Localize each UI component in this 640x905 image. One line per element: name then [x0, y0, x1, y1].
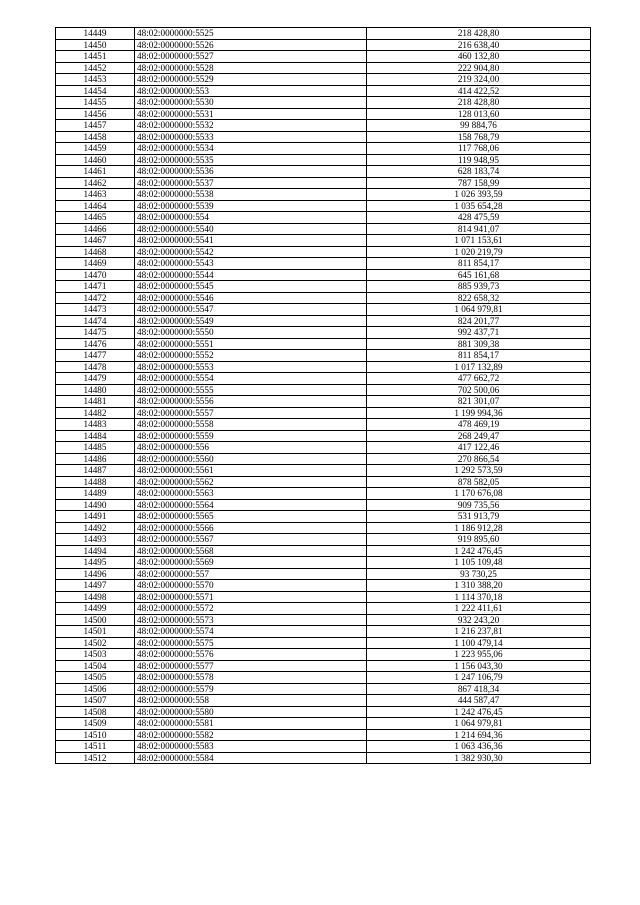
- row-number-cell: 14490: [56, 499, 135, 511]
- cadastral-value-cell: 417 122,46: [367, 442, 591, 454]
- row-number-cell: 14512: [56, 752, 135, 764]
- cadastral-number-cell: 48:02:0000000:5581: [135, 718, 367, 730]
- cadastral-number-cell: 48:02:0000000:5583: [135, 741, 367, 753]
- table-row: [56, 338, 591, 350]
- cadastral-value-cell: 1 310 388,20: [367, 580, 591, 592]
- row-number-cell: 14477: [56, 350, 135, 362]
- row-number-cell: 14449: [56, 28, 135, 40]
- cadastral-value-cell: 1 199 994,36: [367, 407, 591, 419]
- cadastral-number-cell: 48:02:0000000:5543: [135, 258, 367, 270]
- cadastral-number-cell: 48:02:0000000:5546: [135, 292, 367, 304]
- cadastral-value-cell: 1 214 694,36: [367, 729, 591, 741]
- cadastral-number-cell: 48:02:0000000:5552: [135, 350, 367, 362]
- table-row: [56, 637, 591, 649]
- row-number-cell: 14479: [56, 373, 135, 385]
- cadastral-number-cell: 48:02:0000000:5573: [135, 614, 367, 626]
- cadastral-value-cell: 1 105 109,48: [367, 557, 591, 569]
- cadastral-number-cell: 48:02:0000000:5550: [135, 327, 367, 339]
- row-number-cell: 14508: [56, 706, 135, 718]
- table-row: [56, 442, 591, 454]
- cadastral-value-cell: 811 854,17: [367, 350, 591, 362]
- row-number-cell: 14478: [56, 361, 135, 373]
- cadastral-number-cell: 48:02:0000000:557: [135, 568, 367, 580]
- table-row: [56, 603, 591, 615]
- table-row: [56, 683, 591, 695]
- cadastral-number-cell: 48:02:0000000:5529: [135, 74, 367, 86]
- cadastral-value-cell: 1 114 370,18: [367, 591, 591, 603]
- table-row: [56, 108, 591, 120]
- row-number-cell: 14475: [56, 327, 135, 339]
- row-number-cell: 14497: [56, 580, 135, 592]
- cadastral-number-cell: 48:02:0000000:5547: [135, 304, 367, 316]
- cadastral-number-cell: 48:02:0000000:5562: [135, 476, 367, 488]
- cadastral-value-cell: 628 183,74: [367, 166, 591, 178]
- row-number-cell: 14480: [56, 384, 135, 396]
- cadastral-number-cell: 48:02:0000000:5584: [135, 752, 367, 764]
- table-row: [56, 315, 591, 327]
- cadastral-value-cell: 478 469,19: [367, 419, 591, 431]
- cadastral-value-cell: 93 730,25: [367, 568, 591, 580]
- row-number-cell: 14492: [56, 522, 135, 534]
- cadastral-number-cell: 48:02:0000000:5539: [135, 200, 367, 212]
- row-number-cell: 14471: [56, 281, 135, 293]
- cadastral-number-cell: 48:02:0000000:5535: [135, 154, 367, 166]
- row-number-cell: 14483: [56, 419, 135, 431]
- cadastral-value-cell: 1 063 436,36: [367, 741, 591, 753]
- row-number-cell: 14494: [56, 545, 135, 557]
- cadastral-value-cell: 822 658,32: [367, 292, 591, 304]
- table-row: [56, 258, 591, 270]
- table-row: [56, 384, 591, 396]
- row-number-cell: 14454: [56, 85, 135, 97]
- cadastral-value-cell: 881 309,38: [367, 338, 591, 350]
- cadastral-number-cell: 48:02:0000000:5526: [135, 39, 367, 51]
- cadastral-value-cell: 867 418,34: [367, 683, 591, 695]
- cadastral-value-cell: 1 292 573,59: [367, 465, 591, 477]
- table-row: [56, 718, 591, 730]
- cadastral-value-cell: 811 854,17: [367, 258, 591, 270]
- cadastral-value-cell: 824 201,77: [367, 315, 591, 327]
- cadastral-value-cell: 1 100 479,14: [367, 637, 591, 649]
- cadastral-number-cell: 48:02:0000000:5531: [135, 108, 367, 120]
- table-row: [56, 614, 591, 626]
- table-row: [56, 62, 591, 74]
- cadastral-value-cell: 1 216 237,81: [367, 626, 591, 638]
- cadastral-number-cell: 48:02:0000000:5567: [135, 534, 367, 546]
- cadastral-value-cell: 222 904,80: [367, 62, 591, 74]
- table-row: [56, 407, 591, 419]
- cadastral-number-cell: 48:02:0000000:5554: [135, 373, 367, 385]
- cadastral-value-cell: 885 939,73: [367, 281, 591, 293]
- table-row: [56, 143, 591, 155]
- cadastral-value-cell: 787 158,99: [367, 177, 591, 189]
- row-number-cell: 14460: [56, 154, 135, 166]
- cadastral-value-cell: 814 941,07: [367, 223, 591, 235]
- row-number-cell: 14468: [56, 246, 135, 258]
- cadastral-value-cell: 128 013,60: [367, 108, 591, 120]
- cadastral-value-cell: 909 735,56: [367, 499, 591, 511]
- row-number-cell: 14503: [56, 649, 135, 661]
- row-number-cell: 14459: [56, 143, 135, 155]
- row-number-cell: 14496: [56, 568, 135, 580]
- cadastral-number-cell: 48:02:0000000:5575: [135, 637, 367, 649]
- table-row: [56, 741, 591, 753]
- cadastral-number-cell: 48:02:0000000:5530: [135, 97, 367, 109]
- row-number-cell: 14506: [56, 683, 135, 695]
- table-row: [56, 511, 591, 523]
- table-row: [56, 350, 591, 362]
- cadastral-value-cell: 1 156 043,30: [367, 660, 591, 672]
- row-number-cell: 14467: [56, 235, 135, 247]
- cadastral-number-cell: 48:02:0000000:5527: [135, 51, 367, 63]
- cadastral-value-cell: 1 222 411,61: [367, 603, 591, 615]
- table-row: [56, 534, 591, 546]
- row-number-cell: 14463: [56, 189, 135, 201]
- row-number-cell: 14461: [56, 166, 135, 178]
- row-number-cell: 14495: [56, 557, 135, 569]
- table-row: [56, 327, 591, 339]
- cadastral-number-cell: 48:02:0000000:5528: [135, 62, 367, 74]
- table-row: [56, 396, 591, 408]
- table-row: [56, 476, 591, 488]
- row-number-cell: 14457: [56, 120, 135, 132]
- table-row: [56, 97, 591, 109]
- row-number-cell: 14451: [56, 51, 135, 63]
- row-number-cell: 14491: [56, 511, 135, 523]
- cadastral-number-cell: 48:02:0000000:5577: [135, 660, 367, 672]
- table-row: [56, 419, 591, 431]
- row-number-cell: 14488: [56, 476, 135, 488]
- cadastral-value-cell: 414 422,52: [367, 85, 591, 97]
- table-row: [56, 465, 591, 477]
- cadastral-number-cell: 48:02:0000000:5549: [135, 315, 367, 327]
- table-row: [56, 166, 591, 178]
- table-row: [56, 695, 591, 707]
- row-number-cell: 14465: [56, 212, 135, 224]
- cadastral-number-cell: 48:02:0000000:5551: [135, 338, 367, 350]
- cadastral-value-cell: 477 662,72: [367, 373, 591, 385]
- table-row: [56, 74, 591, 86]
- row-number-cell: 14466: [56, 223, 135, 235]
- table-row: [56, 131, 591, 143]
- row-number-cell: 14450: [56, 39, 135, 51]
- row-number-cell: 14474: [56, 315, 135, 327]
- table-row: [56, 626, 591, 638]
- row-number-cell: 14501: [56, 626, 135, 638]
- cadastral-number-cell: 48:02:0000000:556: [135, 442, 367, 454]
- table-row: [56, 706, 591, 718]
- table-row: [56, 212, 591, 224]
- table-row: [56, 430, 591, 442]
- cadastral-value-cell: 219 324,00: [367, 74, 591, 86]
- cadastral-value-cell: 1 026 393,59: [367, 189, 591, 201]
- table-row: [56, 373, 591, 385]
- cadastral-value-cell: 444 587,47: [367, 695, 591, 707]
- cadastral-value-cell: 270 866,54: [367, 453, 591, 465]
- cadastral-value-cell: 645 161,68: [367, 269, 591, 281]
- cadastral-value-cell: 1 242 476,45: [367, 706, 591, 718]
- row-number-cell: 14486: [56, 453, 135, 465]
- table-row: [56, 522, 591, 534]
- table-row: [56, 200, 591, 212]
- cadastral-number-cell: 48:02:0000000:5561: [135, 465, 367, 477]
- table-body: [56, 28, 591, 764]
- table-row: [56, 499, 591, 511]
- cadastral-value-cell: 119 948,95: [367, 154, 591, 166]
- cadastral-number-cell: 48:02:0000000:5582: [135, 729, 367, 741]
- row-number-cell: 14485: [56, 442, 135, 454]
- cadastral-number-cell: 48:02:0000000:5536: [135, 166, 367, 178]
- cadastral-number-cell: 48:02:0000000:5542: [135, 246, 367, 258]
- row-number-cell: 14507: [56, 695, 135, 707]
- cadastral-value-cell: 821 301,07: [367, 396, 591, 408]
- cadastral-value-cell: 1 186 912,28: [367, 522, 591, 534]
- row-number-cell: 14498: [56, 591, 135, 603]
- cadastral-number-cell: 48:02:0000000:5563: [135, 488, 367, 500]
- cadastral-number-cell: 48:02:0000000:5574: [135, 626, 367, 638]
- table-row: [56, 39, 591, 51]
- row-number-cell: 14482: [56, 407, 135, 419]
- cadastral-number-cell: 48:02:0000000:5559: [135, 430, 367, 442]
- cadastral-value-cell: 117 768,06: [367, 143, 591, 155]
- row-number-cell: 14493: [56, 534, 135, 546]
- cadastral-number-cell: 48:02:0000000:5566: [135, 522, 367, 534]
- table-row: [56, 177, 591, 189]
- row-number-cell: 14509: [56, 718, 135, 730]
- cadastral-number-cell: 48:02:0000000:5541: [135, 235, 367, 247]
- cadastral-number-cell: 48:02:0000000:5570: [135, 580, 367, 592]
- cadastral-value-cell: 932 243,20: [367, 614, 591, 626]
- row-number-cell: 14502: [56, 637, 135, 649]
- cadastral-number-cell: 48:02:0000000:5576: [135, 649, 367, 661]
- row-number-cell: 14481: [56, 396, 135, 408]
- row-number-cell: 14469: [56, 258, 135, 270]
- table-row: [56, 120, 591, 132]
- cadastral-value-cell: 1 242 476,45: [367, 545, 591, 557]
- row-number-cell: 14455: [56, 97, 135, 109]
- cadastral-value-cell: 992 437,71: [367, 327, 591, 339]
- cadastral-value-cell: 878 582,05: [367, 476, 591, 488]
- cadastral-number-cell: 48:02:0000000:5545: [135, 281, 367, 293]
- row-number-cell: 14458: [56, 131, 135, 143]
- cadastral-value-cell: 216 638,40: [367, 39, 591, 51]
- cadastral-number-cell: 48:02:0000000:5556: [135, 396, 367, 408]
- cadastral-value-cell: 99 884,76: [367, 120, 591, 132]
- cadastral-number-cell: 48:02:0000000:558: [135, 695, 367, 707]
- cadastral-value-cell: 268 249,47: [367, 430, 591, 442]
- row-number-cell: 14505: [56, 672, 135, 684]
- row-number-cell: 14484: [56, 430, 135, 442]
- cadastral-number-cell: 48:02:0000000:5525: [135, 28, 367, 40]
- table-row: [56, 51, 591, 63]
- cadastral-number-cell: 48:02:0000000:553: [135, 85, 367, 97]
- row-number-cell: 14510: [56, 729, 135, 741]
- cadastral-number-cell: 48:02:0000000:5560: [135, 453, 367, 465]
- cadastral-number-cell: 48:02:0000000:5580: [135, 706, 367, 718]
- row-number-cell: 14499: [56, 603, 135, 615]
- cadastral-number-cell: 48:02:0000000:5553: [135, 361, 367, 373]
- row-number-cell: 14462: [56, 177, 135, 189]
- table-row: [56, 281, 591, 293]
- cadastral-value-cell: 218 428,80: [367, 28, 591, 40]
- table-row: [56, 246, 591, 258]
- table-row: [56, 660, 591, 672]
- cadastral-value-cell: 428 475,59: [367, 212, 591, 224]
- table-row: [56, 189, 591, 201]
- table-row: [56, 223, 591, 235]
- row-number-cell: 14472: [56, 292, 135, 304]
- row-number-cell: 14473: [56, 304, 135, 316]
- cadastral-value-cell: 1 064 979,81: [367, 304, 591, 316]
- cadastral-number-cell: 48:02:0000000:5533: [135, 131, 367, 143]
- table-row: [56, 361, 591, 373]
- table-row: [56, 545, 591, 557]
- table-row: [56, 591, 591, 603]
- table-row: [56, 235, 591, 247]
- cadastral-value-table: [55, 27, 591, 764]
- cadastral-number-cell: 48:02:0000000:5568: [135, 545, 367, 557]
- table-row: [56, 292, 591, 304]
- cadastral-number-cell: 48:02:0000000:5579: [135, 683, 367, 695]
- table-row: [56, 729, 591, 741]
- cadastral-number-cell: 48:02:0000000:5557: [135, 407, 367, 419]
- row-number-cell: 14500: [56, 614, 135, 626]
- row-number-cell: 14511: [56, 741, 135, 753]
- cadastral-value-cell: 1 223 955,06: [367, 649, 591, 661]
- cadastral-number-cell: 48:02:0000000:5558: [135, 419, 367, 431]
- table-row: [56, 304, 591, 316]
- cadastral-number-cell: 48:02:0000000:5534: [135, 143, 367, 155]
- cadastral-value-cell: 919 895,60: [367, 534, 591, 546]
- cadastral-number-cell: 48:02:0000000:5564: [135, 499, 367, 511]
- table-row: [56, 488, 591, 500]
- table-row: [56, 580, 591, 592]
- row-number-cell: 14470: [56, 269, 135, 281]
- row-number-cell: 14452: [56, 62, 135, 74]
- cadastral-value-cell: 1 017 132,89: [367, 361, 591, 373]
- cadastral-value-cell: 158 768,79: [367, 131, 591, 143]
- cadastral-number-cell: 48:02:0000000:5540: [135, 223, 367, 235]
- cadastral-number-cell: 48:02:0000000:5538: [135, 189, 367, 201]
- table-row: [56, 154, 591, 166]
- table-row: [56, 269, 591, 281]
- cadastral-value-cell: 1 020 219,79: [367, 246, 591, 258]
- cadastral-number-cell: 48:02:0000000:5555: [135, 384, 367, 396]
- row-number-cell: 14453: [56, 74, 135, 86]
- cadastral-value-cell: 1 170 676,08: [367, 488, 591, 500]
- row-number-cell: 14489: [56, 488, 135, 500]
- cadastral-value-cell: 702 500,06: [367, 384, 591, 396]
- table-row: [56, 85, 591, 97]
- cadastral-number-cell: 48:02:0000000:5565: [135, 511, 367, 523]
- table-row: [56, 752, 591, 764]
- cadastral-value-cell: 1 247 106,79: [367, 672, 591, 684]
- cadastral-number-cell: 48:02:0000000:5532: [135, 120, 367, 132]
- cadastral-number-cell: 48:02:0000000:5544: [135, 269, 367, 281]
- cadastral-number-cell: 48:02:0000000:5537: [135, 177, 367, 189]
- table-row: [56, 453, 591, 465]
- table-row: [56, 649, 591, 661]
- cadastral-value-cell: 1 382 930,30: [367, 752, 591, 764]
- row-number-cell: 14476: [56, 338, 135, 350]
- cadastral-number-cell: 48:02:0000000:5572: [135, 603, 367, 615]
- cadastral-value-cell: 1 035 654,28: [367, 200, 591, 212]
- cadastral-number-cell: 48:02:0000000:5578: [135, 672, 367, 684]
- cadastral-value-cell: 1 064 979,81: [367, 718, 591, 730]
- table-row: [56, 28, 591, 40]
- table-row: [56, 557, 591, 569]
- cadastral-value-cell: 1 071 153,61: [367, 235, 591, 247]
- cadastral-number-cell: 48:02:0000000:5569: [135, 557, 367, 569]
- cadastral-value-cell: 218 428,80: [367, 97, 591, 109]
- table-row: [56, 568, 591, 580]
- cadastral-value-cell: 531 913,79: [367, 511, 591, 523]
- cadastral-value-cell: 460 132,80: [367, 51, 591, 63]
- row-number-cell: 14504: [56, 660, 135, 672]
- row-number-cell: 14487: [56, 465, 135, 477]
- cadastral-number-cell: 48:02:0000000:5571: [135, 591, 367, 603]
- row-number-cell: 14456: [56, 108, 135, 120]
- table-row: [56, 672, 591, 684]
- row-number-cell: 14464: [56, 200, 135, 212]
- cadastral-number-cell: 48:02:0000000:554: [135, 212, 367, 224]
